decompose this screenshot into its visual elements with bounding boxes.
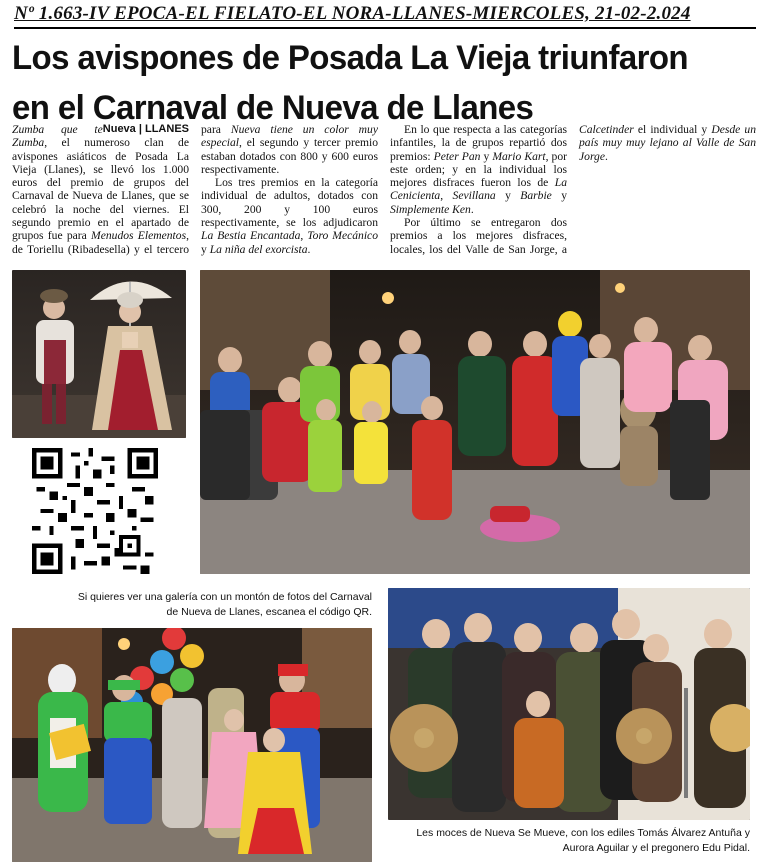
headline: [12, 32, 756, 133]
photo-nueva-se-mueve: [388, 588, 750, 820]
headline-line-2: en el Carnaval de Nueva de Llanes: [12, 87, 534, 127]
article-paragraph-2: Los tres premios en la categoría individual de adultos, dotados con 300, 200 y 100 euros respectivamente, se los adjudicaron La Bestia Encantada, Toro Mecánico y La niña del exorcista.: [201, 176, 378, 256]
article-paragraph-1: Nueva | LLANES Zumba que te Zumba, el numeroso clan de avispones asiáticos de Posada La Vieja (Llanes), se llevó los 1.000 euros del premio de grupos del Carnaval de Nueva de Llanes, que se celebró la noche del viernes. El segundo premio en el apartado de grupos fue para Menudos Elementos, de Toriellu (Ribadesella) y el tercero para Nueva tiene un color muy especial, el segundo y tercer premio estaban dotados con 800 y 600 euros respectivamente.: [12, 123, 378, 256]
qr-caption: Si quieres ver una galería con un montón de fotos del Carnaval de Nueva de Llanes, escanea el código QR.: [77, 591, 372, 618]
photo-mario-kart-group: [12, 628, 372, 862]
photo-group-carnival: [200, 270, 750, 574]
article-paragraph-4: Por último se entregaron dos premios a los mejores disfraces, locales, los del Valle de San Jorge, a Calcetinder el individual y Desde un país muy muy lejano al Valle de San Jorge.: [390, 123, 756, 256]
headline-line-1: Los avispones de Posada La Vieja triunfaron: [12, 37, 688, 77]
masthead: Nº 1.663-IV EPOCA-EL FIELATO-EL NORA-LLANES-MIERCOLES, 21-02-2.024: [14, 3, 756, 29]
photo-caption-nueva-se-mueve: Les moces de Nueva Se Mueve, con los ediles Tomás Álvarez Antuña y Aurora Aguilar y el pregonero Edu Pidal.: [416, 827, 750, 854]
photo-costumed-pair: [12, 270, 186, 438]
byline: Nueva | LLANES: [102, 123, 189, 135]
qr-code[interactable]: [32, 448, 158, 574]
article-body: [12, 123, 756, 263]
article-paragraph-3: En lo que respecta a las categorías infantiles, la de grupos repartió dos premios: Peter Pan y Mario Kart, por este orden; y en la individual los mejores disfraces fueron los de La Cenicienta, Sevillana y Barbie y Simplemente Ken.: [390, 123, 568, 216]
